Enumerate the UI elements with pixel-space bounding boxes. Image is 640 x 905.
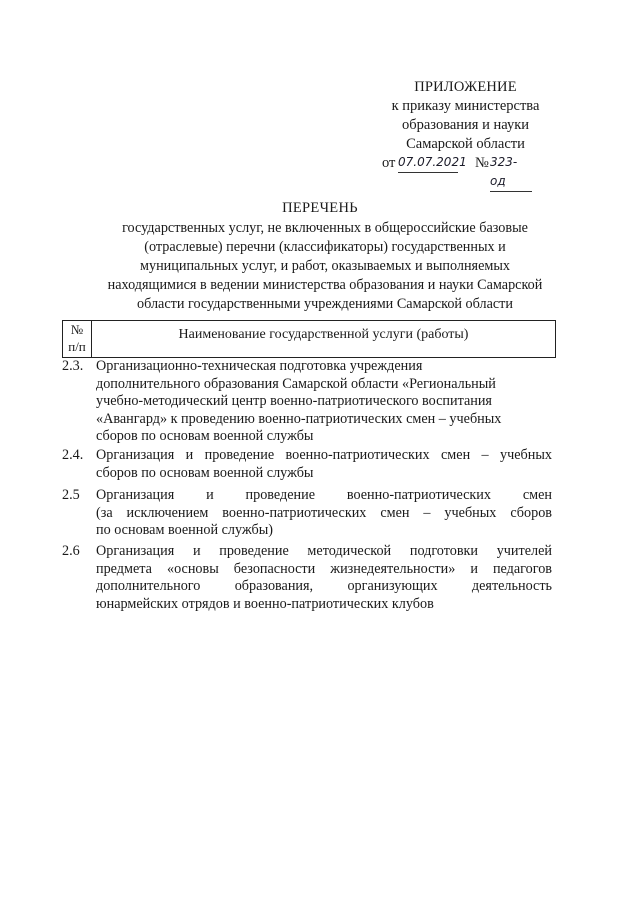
column-header-name: Наименование государственной услуги (работы) bbox=[178, 327, 469, 342]
subtitle-line: государственных услуг, не включенных в общероссийские базовые bbox=[122, 220, 528, 236]
from-label: от bbox=[382, 155, 396, 171]
subtitle-line: области государственными учреждениями Самарской области bbox=[137, 296, 513, 312]
row-line: Организация и проведение военно-патриотических смен bbox=[96, 487, 552, 503]
row-line: юнармейских отрядов и военно-патриотических клубов bbox=[96, 595, 434, 612]
row-line: дополнительного образования, организующих деятельность bbox=[96, 578, 552, 594]
row-line: сборов по основам военной службы bbox=[96, 464, 314, 481]
list-subtitle bbox=[80, 219, 570, 314]
row-number: 2.3. bbox=[62, 358, 84, 374]
row-number: 2.4. bbox=[62, 447, 84, 463]
appendix-dateline bbox=[378, 154, 553, 188]
row-line: дополнительного образования Самарской области «Региональный bbox=[96, 375, 496, 392]
row-line: по основам военной службы) bbox=[96, 522, 273, 538]
column-header-number bbox=[63, 321, 92, 357]
handwritten-number: 323-од bbox=[490, 153, 532, 192]
row-line: Организационно-техническая подготовка учреждения bbox=[96, 358, 423, 374]
subtitle-line: (отраслевые) перечни (классификаторы) государственных и bbox=[144, 239, 506, 255]
appendix-title: ПРИЛОЖЕНИЕ bbox=[414, 79, 517, 95]
row-text bbox=[96, 543, 552, 613]
table-header bbox=[62, 320, 556, 358]
appendix-line-1: к приказу министерства bbox=[391, 98, 540, 114]
row-number: 2.5 bbox=[62, 487, 80, 503]
row-line: Организация и проведение военно-патриотических смен – учебных bbox=[96, 447, 552, 463]
row-text bbox=[96, 358, 552, 446]
list-title: ПЕРЕЧЕНЬ bbox=[282, 200, 358, 216]
subtitle-line: муниципальных услуг, и работ, оказываемых и выполняемых bbox=[140, 258, 510, 274]
subtitle-line: находящимися в ведении министерства образования и науки Самарской bbox=[107, 277, 543, 293]
row-line: учебно-методический центр военно-патриотического воспитания bbox=[96, 393, 492, 409]
row-text bbox=[96, 487, 552, 540]
row-number: 2.6 bbox=[62, 543, 80, 559]
appendix-line-2: образования и науки bbox=[401, 117, 529, 133]
appendix-block bbox=[378, 78, 553, 188]
row-line: Организация и проведение методической подготовки учителей bbox=[96, 543, 552, 559]
number-sign: № bbox=[475, 155, 489, 171]
row-line: сборов по основам военной службы bbox=[96, 428, 314, 444]
column-header-number-line2: п/п bbox=[68, 339, 86, 354]
handwritten-date: 07.07.2021 bbox=[398, 153, 458, 173]
row-text bbox=[96, 447, 552, 482]
column-header-number-line1: № bbox=[70, 322, 84, 337]
row-line: предмета «основы безопасности жизнедеятельности» и педагогов bbox=[96, 560, 552, 577]
row-line: (за исключением военно-патриотических смен – учебных сборов bbox=[96, 504, 552, 521]
appendix-line-3: Самарской области bbox=[406, 136, 525, 152]
row-line: «Авангард» к проведению военно-патриотических смен – учебных bbox=[96, 410, 502, 427]
